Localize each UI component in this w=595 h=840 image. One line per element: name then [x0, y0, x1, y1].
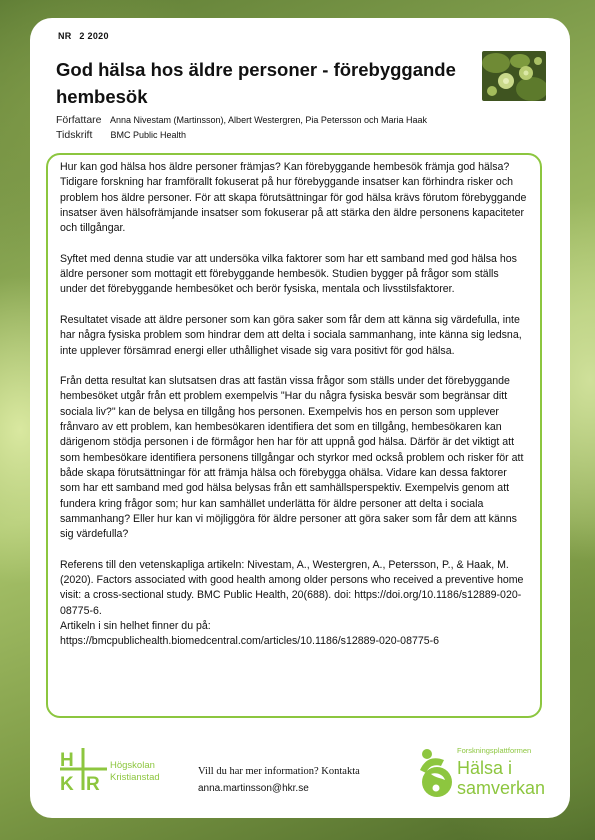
hkr-name-2: Kristianstad — [110, 772, 160, 783]
summary-box — [46, 153, 542, 718]
hkr-logo — [60, 748, 170, 794]
hkr-letter-r: R — [86, 774, 100, 794]
issue-value: 2 2020 — [79, 31, 109, 41]
contact-question: Vill du har mer information? Kontakta — [198, 766, 360, 777]
journal-label: Tidskrift — [56, 129, 93, 141]
paragraph-intro: Hur kan god hälsa hos äldre personer främjas? Kan förebyggande hembesök främja god hälsa? Tidigare forskning har framförallt fokuserat på hur förebyggande insatser kan förhindra risker och problem hos äldre personer. För att skapa förutsättningar för god hälsa krävs förutom förebyggande insatser även hälsofrämjande insatser som fokuserar på att stärka den äldre personens kapaciteter och tillgångar. — [60, 161, 527, 235]
contact-email[interactable]: anna.martinsson@hkr.se — [198, 783, 309, 794]
journal-row — [56, 129, 186, 141]
fp-title-line2: samverkan — [457, 778, 546, 798]
full-article-label: Artikeln i sin helhet finner du på: — [60, 619, 211, 632]
reference-text: Referens till den vetenskapliga artikeln: Nivestam, A., Westergren, A., Petersson, P., & Haak, M. (2020). Factors associated with good health among older persons who received a preventive home visit: a cross-sectional study. BMC Public Health, 20(688). doi: https://doi.org/10.1186/s12889-020-08775-6. — [60, 558, 524, 617]
paragraph-conclusion: Från detta resultat kan slutsatsen dras att fastän vissa frågor som ställs under det förebyggande hembesöket utgår från ett problem exempelvis "Har du några fysiska besvär som begränsar ditt sociala liv?" kan de belysa en tillgång hos personen. Exempelvis hos en person som upplever frånvaro av ett problem, kan hembesökaren identifiera det som en tillgång, hembesökaren kan därigenom stödja personen i de förmågor hen har för att uppnå god hälsa. Därför är det viktigt att som hembesökare identifiera personens tillgångar och styrkor med också problem och risker för att både skapa förutsättningar för att främja hälsa och förebygga ohälsa. Vidare kan dessa faktorer som har ett samband med god hälsa belysas från ett samhällsperspektiv. Exempelvis genom att fundera kring frågor som; hur kan samhället underlätta för äldre personer att delta i sociala sammanhang? Eller hur kan vi möjliggöra för äldre personer att göra saker som får dem att känns sig värdefulla? — [60, 375, 524, 541]
page-card — [30, 18, 570, 818]
paragraph-aim: Syftet med denna studie var att undersöka vilka faktorer som har ett samband med god hälsa hos äldre personer som mottagit ett förebyggande hembesök. Studien bygger på frågor som ställs under det förebyggande hembesöket och berör fysiska, mentala och livsstilsfaktorer. — [60, 252, 517, 296]
hkr-letter-k: K — [60, 774, 74, 794]
paragraph-results: Resultatet visade att äldre personer som kan göra saker som får dem att känna sig värdefulla, inte har några fysiska problem som hindrar dem att delta i sociala sammanhang, inte känna sig ledsna, inte upplever försämrad energi eller uthållighet visade sig vara positivt för god hälsa. — [60, 313, 522, 357]
fp-title-line1: Hälsa i — [457, 758, 513, 778]
page-title: God hälsa hos äldre personer - förebyggande hembesök — [56, 59, 456, 107]
authors-label: Författare — [56, 114, 102, 126]
full-article-link[interactable]: https://bmcpublichealth.biomedcentral.com/articles/10.1186/s12889-020-08775-6 — [60, 635, 440, 648]
forskningsplattformen-logo — [417, 744, 557, 802]
person-head-icon — [422, 749, 432, 759]
authors-value: Anna Nivestam (Martinsson), Albert Westergren, Pia Petersson och Maria Haak — [110, 115, 427, 125]
issue-number — [58, 31, 114, 41]
hkr-letter-h: H — [60, 750, 74, 771]
fp-small-label: Forskningsplattformen — [457, 746, 532, 755]
globe-icon — [422, 767, 452, 797]
header-photo — [482, 51, 546, 101]
issue-label: NR — [58, 31, 72, 41]
authors-row — [56, 114, 427, 126]
journal-value: BMC Public Health — [110, 130, 187, 140]
hkr-name-1: Högskolan — [110, 760, 155, 771]
